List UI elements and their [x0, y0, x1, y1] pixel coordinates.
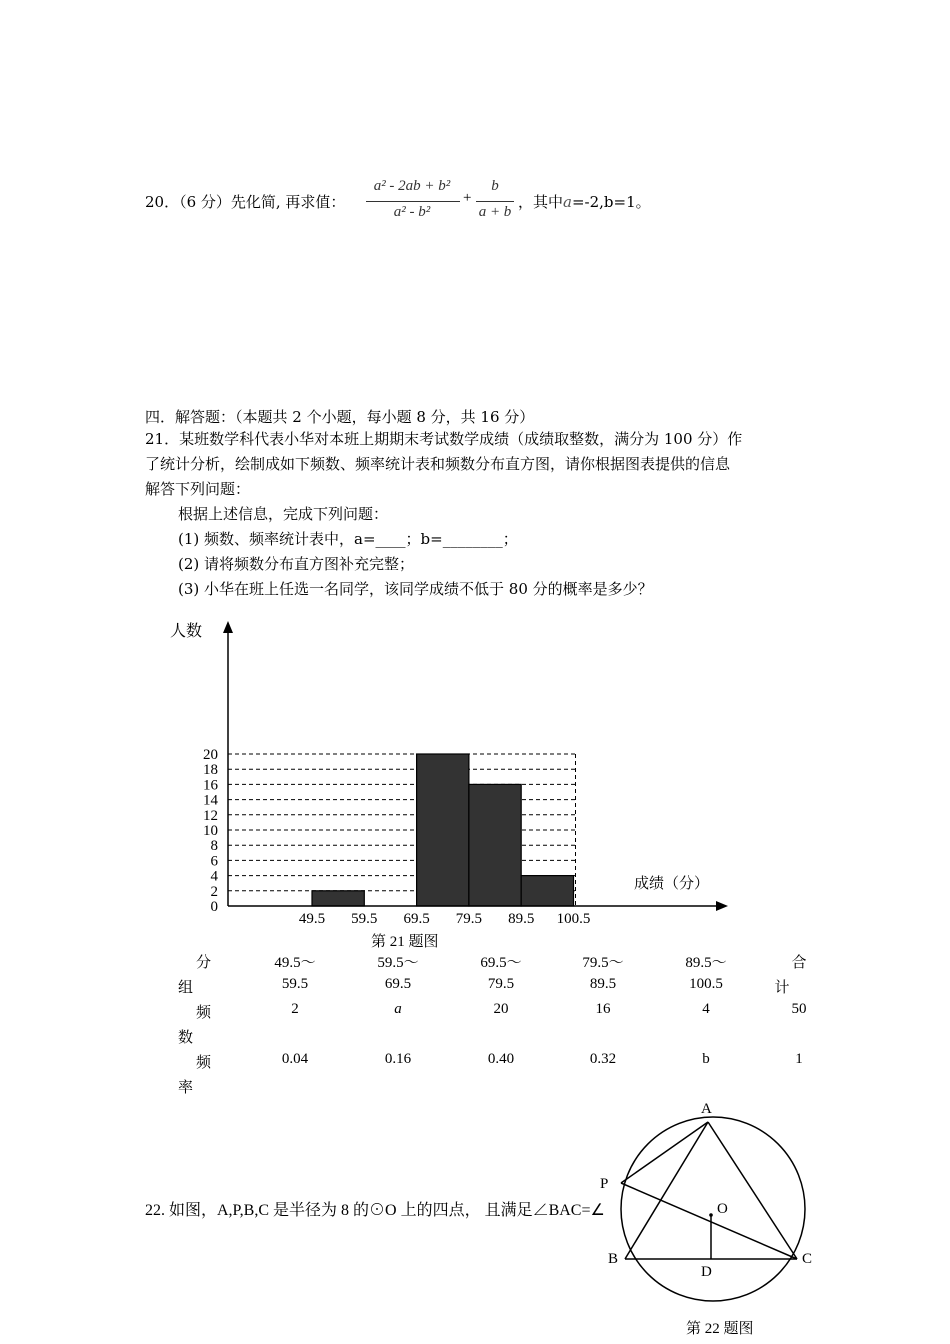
table-row-header: 分 [196, 953, 212, 971]
q20-frac1-numerator: a² - 2ab + b² [373, 178, 451, 194]
y-tick-label: 0 [210, 899, 218, 915]
y-tick-label: 16 [203, 777, 218, 794]
table-cell: 1 [795, 1051, 803, 1067]
table-cell: 20 [493, 1001, 509, 1017]
y-tick-label: 20 [203, 747, 218, 763]
point-o [709, 1213, 713, 1217]
y-tick-label: 2 [210, 883, 218, 900]
table-cell: 50 [791, 1001, 807, 1017]
table-cell: 49.5～ [274, 955, 316, 971]
q22-caption: 第 22 题图 [686, 1321, 754, 1337]
section4-title: 四．解答题：（本题共 2 个小题，每小题 8 分，共 16 分） [145, 408, 535, 426]
x-tick-label: 89.5 [508, 911, 535, 927]
label-o: O [717, 1201, 728, 1217]
q20-frac2-numerator: b [491, 178, 499, 194]
table-row-header: 率 [178, 1078, 194, 1096]
table-cell: 79.5 [487, 976, 515, 992]
x-tick-label: 69.5 [403, 911, 430, 927]
y-tick-label: 12 [203, 807, 218, 824]
table-cell: a [394, 1001, 402, 1017]
table-row-header: 数 [178, 1028, 194, 1046]
label-p: P [600, 1176, 609, 1192]
table-row-header: 频 [196, 1053, 212, 1071]
y-tick-label: 4 [210, 868, 218, 885]
table-cell: 2 [291, 1001, 299, 1017]
q21-sub2: (2) 请将频数分布直方图补充完整； [178, 555, 415, 573]
table-row-header: 组 [178, 978, 194, 996]
table-row-header: 频 [196, 1003, 212, 1021]
table-cell: 0.32 [589, 1051, 617, 1067]
table-cell: 计 [774, 980, 790, 996]
q21-sub3: (3) 小华在班上任选一名同学，该同学成绩不低于 80 分的概率是多少？ [178, 580, 653, 598]
label-c: C [802, 1251, 813, 1267]
table-cell: 89.5 [589, 976, 617, 992]
table-cell: 0.40 [487, 1051, 515, 1067]
y-tick-label: 8 [210, 838, 218, 855]
q21-line1: 21．某班数学科代表小华对本班上期期末考试数学成绩（成绩取整数，满分为 100 分）作 [145, 430, 743, 448]
chart-title: 第 21 题图 [371, 934, 439, 950]
chart-y-axis-arrow [223, 621, 233, 633]
y-tick-label: 10 [203, 823, 218, 839]
table-cell: 89.5～ [685, 955, 727, 971]
histogram-bar [469, 784, 521, 906]
q20-suffix-a: ，其中 [518, 193, 564, 211]
table-cell: b [702, 1051, 710, 1067]
q20-frac1-denominator: a² - b² [393, 204, 431, 220]
chart-xlabel: 成绩（分） [634, 876, 710, 892]
table-cell: 合 [791, 955, 807, 971]
histogram-bar [417, 754, 469, 906]
x-tick-label: 100.5 [556, 911, 591, 927]
q20-frac2-denominator: a + b [478, 204, 512, 220]
q20-plus: + [463, 190, 472, 206]
chart-x-axis-arrow [716, 901, 728, 911]
label-d: D [701, 1264, 712, 1280]
q22-text: 22. 如图，A,P,B,C 是半径为 8 的⊙O 上的四点， 且满足∠BAC=∠ [145, 1202, 605, 1219]
label-b: B [608, 1251, 619, 1267]
histogram-bar [521, 876, 573, 906]
table-cell: 16 [595, 1001, 611, 1017]
table-cell: 69.5～ [480, 955, 522, 971]
x-tick-label: 59.5 [351, 911, 378, 927]
q20-var-a: a [563, 193, 572, 211]
q21-line2: 了统计分析，绘制成如下频数、频率统计表和频数分布直方图，请你根据图表提供的信息 [145, 455, 731, 473]
x-tick-label: 79.5 [455, 911, 483, 927]
table-cell: 59.5～ [377, 955, 419, 971]
q20-prefix: 20．（6 分）先化简, 再求值： [145, 193, 346, 211]
table-cell: 59.5 [281, 976, 309, 992]
y-tick-label: 14 [203, 792, 218, 809]
q21-sub1: (1) 频数、频率统计表中，a=____；b=________； [178, 530, 518, 548]
y-tick-label: 18 [203, 762, 218, 779]
table-cell: 0.16 [384, 1051, 412, 1067]
x-tick-label: 49.5 [298, 911, 326, 927]
table-cell: 69.5 [384, 976, 412, 992]
y-tick-label: 6 [210, 853, 218, 870]
q20-suffix-b: =-2,b=1。 [571, 193, 651, 211]
table-cell: 79.5～ [582, 955, 624, 971]
label-a: A [701, 1101, 712, 1117]
circle-o [621, 1117, 805, 1301]
q21-line3: 解答下列问题： [145, 480, 251, 498]
histogram-bar [312, 891, 364, 906]
segment-ac [708, 1122, 797, 1259]
chart-ylabel: 人数 [170, 623, 203, 640]
table-cell: 100.5 [689, 976, 723, 992]
table-cell: 0.04 [281, 1051, 309, 1067]
table-cell: 4 [702, 1001, 710, 1017]
q22-figure [590, 1095, 830, 1344]
q21-intro: 根据上述信息，完成下列问题： [178, 505, 389, 523]
